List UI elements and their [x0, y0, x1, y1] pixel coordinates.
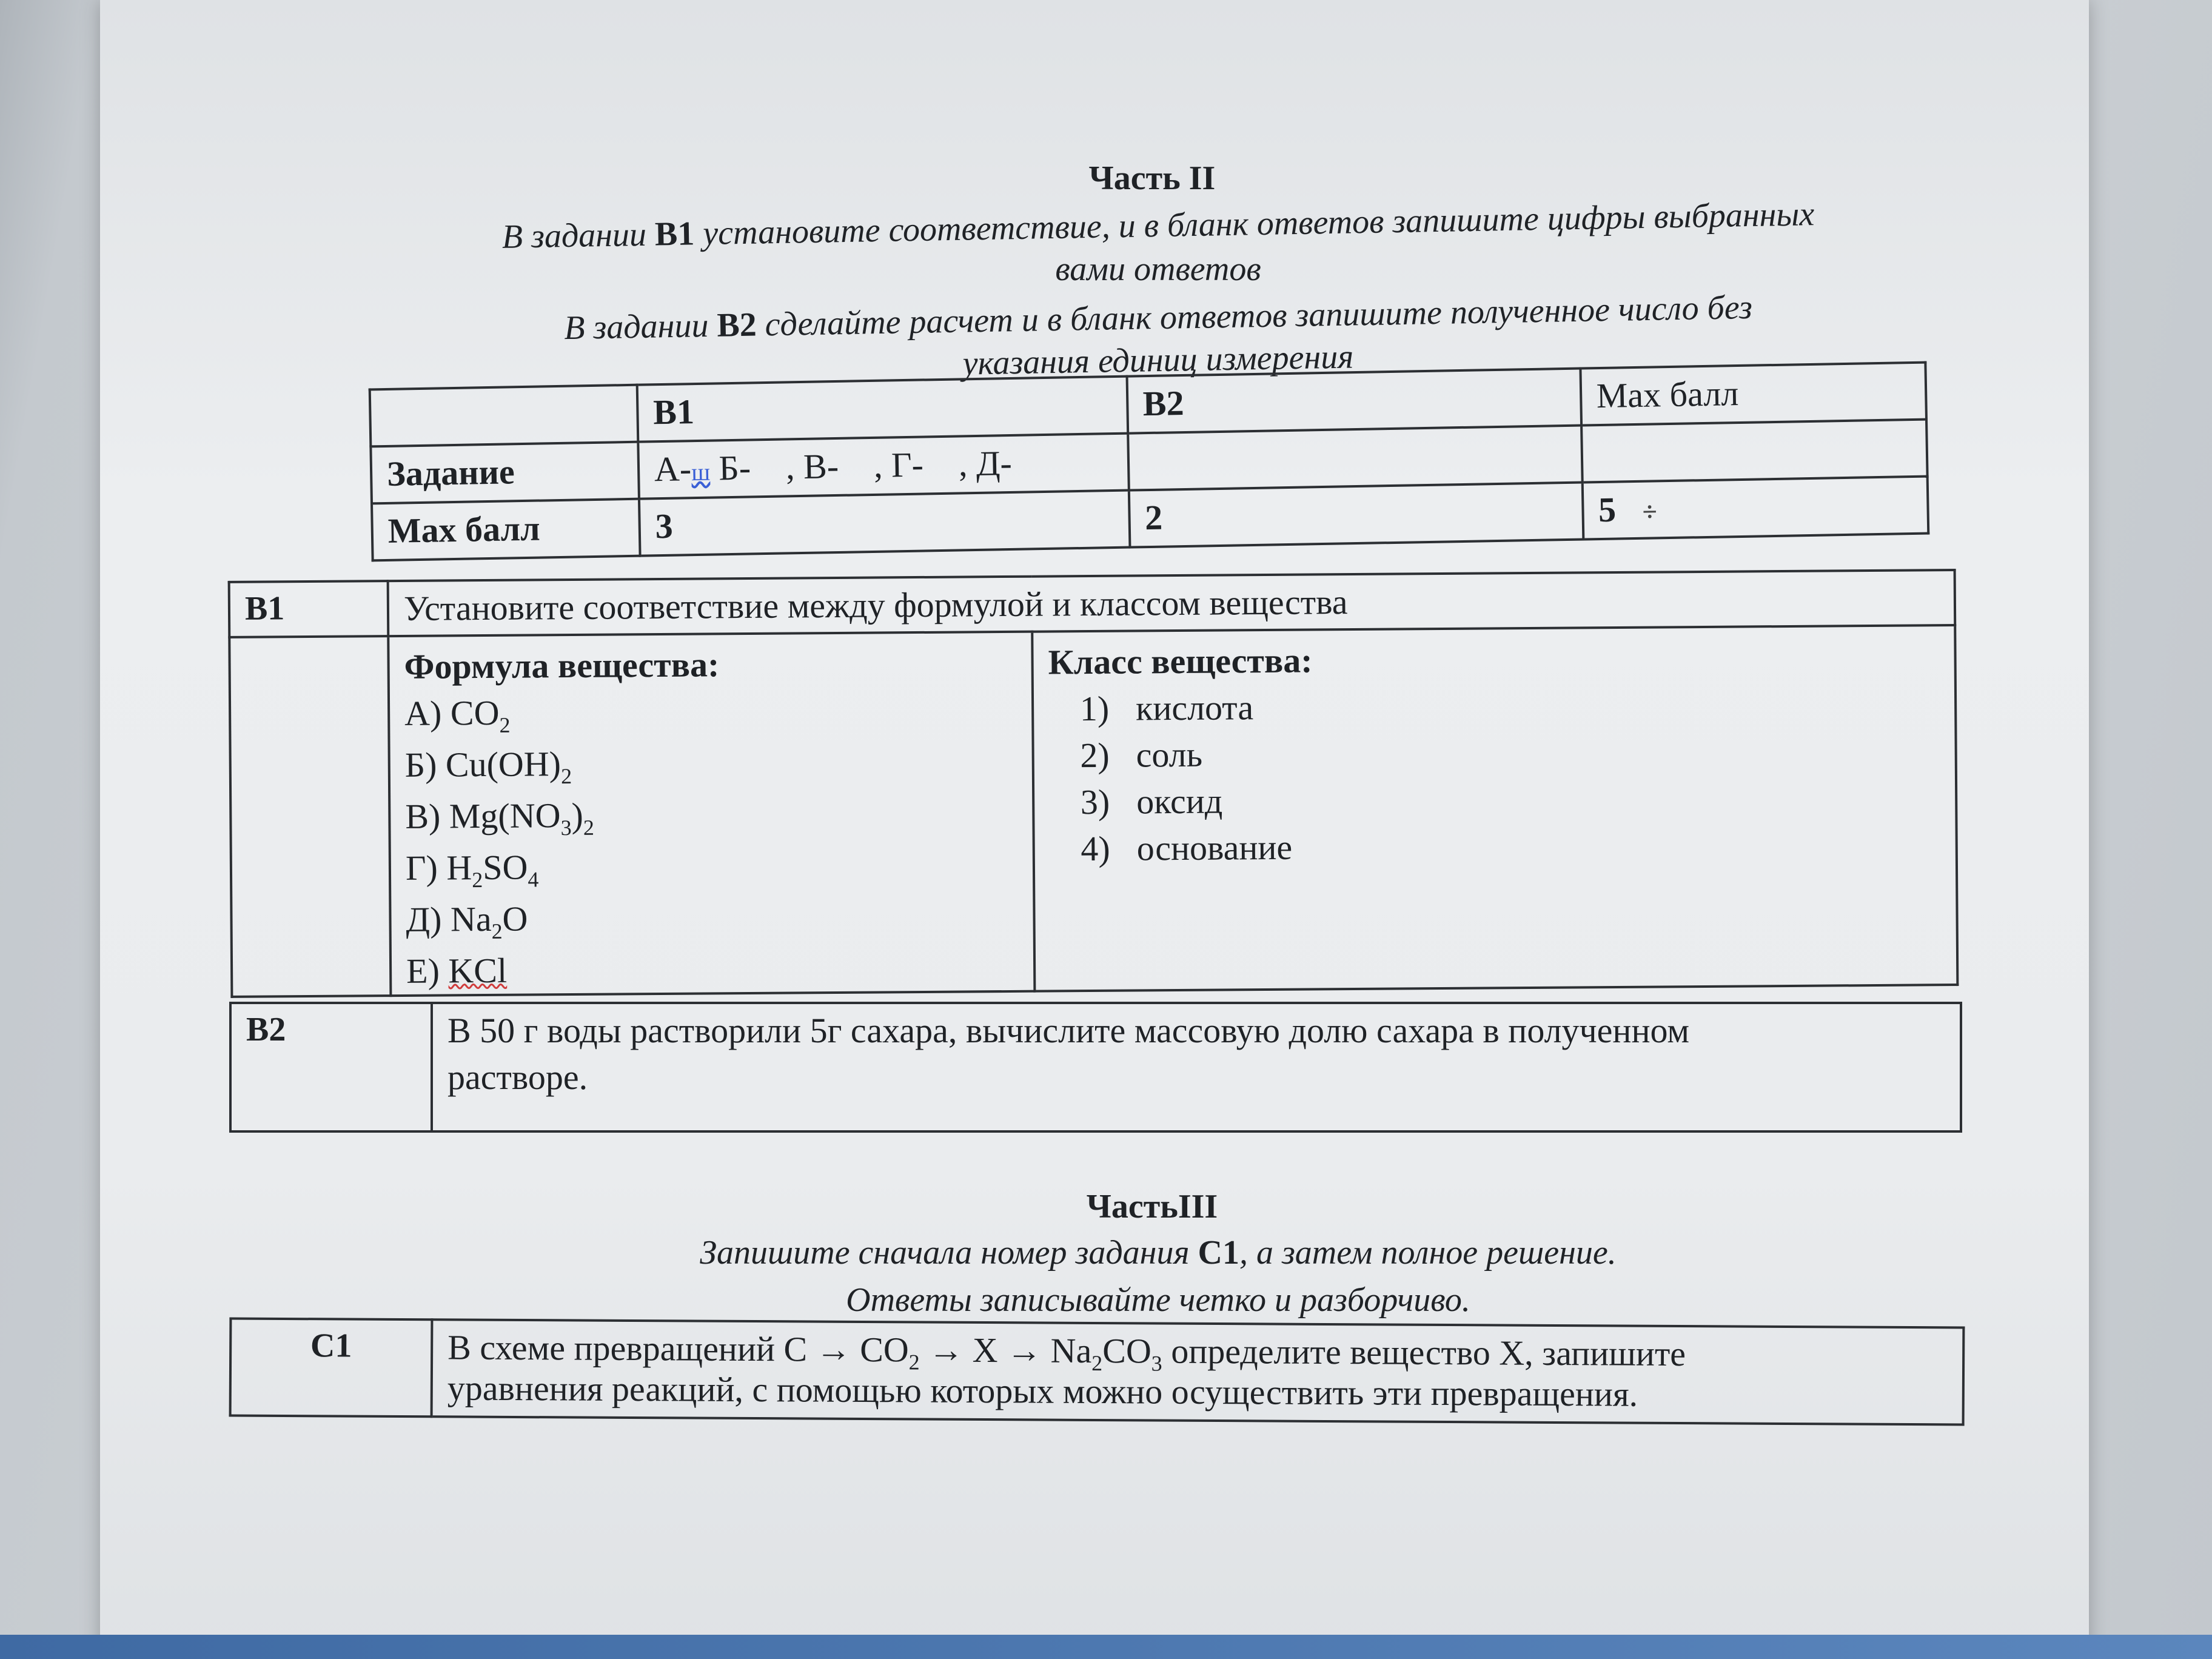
- class-item-2-label: соль: [1136, 734, 1203, 775]
- spell-mark: ш: [691, 458, 711, 486]
- b1-table: [228, 569, 1959, 998]
- formula-g-sub: 2: [472, 867, 483, 892]
- score-table: [369, 361, 1930, 562]
- c1-label: С1: [230, 1319, 432, 1417]
- score-task-b2-cell[interactable]: [1128, 426, 1583, 491]
- formula-header: Формула вещества:: [404, 645, 720, 686]
- score-max-label: Мах балл: [372, 499, 640, 561]
- part2-title: Часть II: [1088, 159, 1216, 197]
- class-item-1: [1048, 679, 1940, 732]
- part3-title: ЧастьIII: [1086, 1188, 1218, 1225]
- class-item-4-label: основание: [1136, 827, 1293, 868]
- formula-d-main: Na: [450, 899, 492, 939]
- score-task-b1-cell[interactable]: [638, 434, 1128, 499]
- b2-text-cell: [432, 1003, 1961, 1131]
- instr1-bold: В1: [654, 215, 695, 253]
- b1-formula-cell: [388, 632, 1034, 996]
- formula-g-prefix: Г): [405, 848, 447, 888]
- part2-instruction-1-line2: вами ответов: [1055, 250, 1261, 288]
- formula-e-prefix: Е): [406, 951, 449, 991]
- class-item-4-num: 4): [1081, 828, 1110, 869]
- c1-line1-c: CO: [1102, 1331, 1152, 1371]
- c1-line1-a: В схеме превращений C → CO: [447, 1327, 909, 1370]
- answer-b: Б-: [718, 447, 751, 488]
- class-item-2-num: 2): [1080, 735, 1110, 776]
- formula-a-main: CO: [450, 692, 500, 733]
- class-item-3: [1049, 773, 1941, 825]
- formula-d: [406, 892, 1019, 948]
- formula-b-sub: 2: [560, 763, 572, 788]
- formula-e-main: KCl: [448, 950, 508, 991]
- answer-a: А-: [654, 449, 692, 489]
- score-max-total-value: 5: [1598, 489, 1617, 530]
- c1-row: [230, 1319, 1964, 1425]
- class-item-4: [1049, 819, 1941, 872]
- b2-table: [229, 1002, 1962, 1133]
- formula-v-sub: 3: [560, 815, 572, 840]
- formula-b-prefix: Б): [404, 745, 446, 785]
- formula-d-prefix: Д): [406, 899, 451, 939]
- part3-instr1-bold: С1: [1198, 1234, 1239, 1272]
- score-header-empty: [370, 385, 638, 447]
- formula-b-main: Cu(OH): [445, 744, 561, 785]
- b2-label: В2: [230, 1003, 432, 1131]
- score-max-b2: 2: [1128, 483, 1583, 548]
- class-header: Класс вещества:: [1048, 640, 1313, 682]
- score-task-label: Задание: [370, 442, 638, 504]
- c1-table: [229, 1318, 1965, 1426]
- divide-icon: ÷: [1642, 497, 1658, 527]
- part3-instruction-2: Ответы записывайте четко и разборчиво.: [846, 1281, 1470, 1319]
- answer-v: , В-: [785, 446, 839, 487]
- class-item-1-num: 1): [1079, 688, 1110, 729]
- score-max-b1: 3: [639, 491, 1130, 556]
- class-item-2: [1048, 726, 1940, 779]
- score-header-max: Мах балл: [1580, 363, 1926, 426]
- c1-text-cell: [432, 1319, 1964, 1424]
- formula-e: [406, 943, 1019, 994]
- part3-instr1-pre: Запишите сначала номер задания: [700, 1234, 1198, 1272]
- instr1-post: установите соответствие, и в бланк ответов запишите цифры выбранных: [694, 195, 1815, 253]
- part2-instruction-2-line2: указания единиц измерения: [962, 338, 1354, 383]
- class-item-3-num: 3): [1080, 782, 1110, 822]
- class-item-1-label: кислота: [1135, 688, 1254, 728]
- answer-g: , Г-: [873, 444, 924, 485]
- c1-line1-sub3: 3: [1151, 1351, 1162, 1376]
- instr2-bold: В2: [716, 306, 757, 344]
- score-header-b1: В1: [637, 377, 1128, 442]
- formula-v-prefix: В): [405, 796, 450, 836]
- class-item-3-label: оксид: [1136, 781, 1223, 822]
- instr1-pre: В задании: [501, 215, 655, 256]
- formula-v-main: Mg(NO: [449, 796, 561, 836]
- b1-empty-cell: [229, 636, 390, 997]
- formula-g-main: H: [446, 848, 472, 888]
- answer-d: , Д-: [958, 443, 1013, 484]
- formula-a-prefix: А): [404, 693, 451, 733]
- part3-instr1-post: , а затем полное решение.: [1239, 1234, 1617, 1272]
- instr2-pre: В задании: [563, 306, 717, 347]
- b1-label: В1: [229, 581, 389, 637]
- formula-d-tail: O: [502, 899, 528, 939]
- c1-line1-d: определите вещество X, запишите: [1162, 1331, 1686, 1374]
- taskbar: [0, 1635, 2212, 1659]
- c1-text-line2: уравнения реакций, с помощью которых можно осуществить эти превращения.: [447, 1368, 1638, 1414]
- b1-task: Установите соответствие между формулой и классом вещества: [388, 570, 1956, 636]
- b1-body-row: [229, 625, 1957, 997]
- b2-text-line2: растворе.: [447, 1057, 588, 1097]
- instr2-post: сделайте расчет и в бланк ответов запишите полученное число без: [756, 288, 1753, 344]
- c1-line1-b: → X → Na: [919, 1330, 1092, 1370]
- score-header-b2: В2: [1127, 369, 1581, 434]
- formula-g-tail: SO: [482, 847, 528, 888]
- formula-b: [404, 737, 1017, 793]
- b1-class-cell: [1032, 625, 1957, 991]
- formula-v-tail: ): [571, 795, 584, 836]
- formula-v: [405, 789, 1018, 845]
- b2-text-line1: В 50 г воды растворили 5г сахара, вычислите массовую долю сахара в полученном: [447, 1011, 1690, 1050]
- score-max-total: [1582, 477, 1928, 540]
- formula-g-tail-sub: 4: [528, 866, 539, 892]
- c1-line1-sub2: 2: [1091, 1350, 1103, 1375]
- b2-row: [230, 1003, 1961, 1131]
- formula-d-sub: 2: [491, 919, 503, 943]
- score-task-max-cell: [1581, 420, 1928, 483]
- part3-instruction-1: [546, 1233, 1771, 1272]
- formula-a-sub: 2: [499, 712, 511, 737]
- formula-g: [406, 840, 1019, 896]
- c1-line1-sub1: 2: [908, 1349, 920, 1375]
- formula-a: [404, 686, 1017, 742]
- formula-v-tail-sub: 2: [583, 815, 595, 840]
